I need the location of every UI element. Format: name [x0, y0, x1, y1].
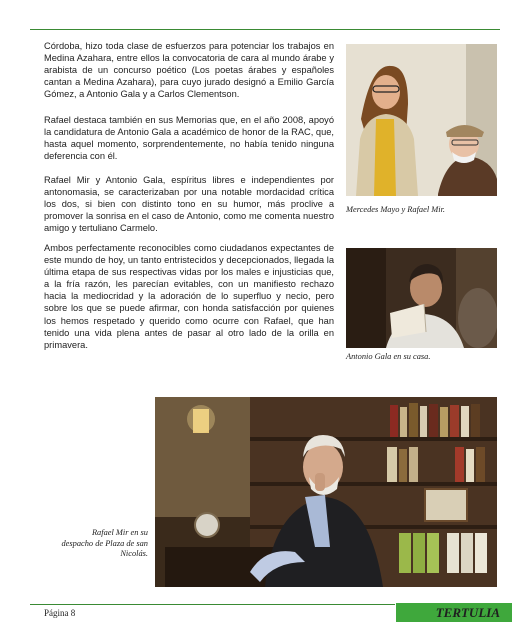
bottom-divider [30, 604, 395, 605]
photo-rafael-mir-despacho [155, 397, 497, 587]
paragraph-1: Córdoba, hizo toda clase de esfuerzos para potenciar los trabajos en Medina Azahara, entre ellos la convocatoria de cara al mundo árabe y arabista de un concurso poético (Los poetas árabes y españoles cantan a Medina Azahara), para cuyo jurado designó a Emilio García Gómez, a Antonio Gala y a Carlos Clementson. [44, 41, 334, 100]
photo-antonio-gala [346, 248, 497, 348]
paragraph-4: Ambos perfectamente reconocibles como ciudadanos expectantes de este mundo de hoy, un tanto entristecidos y decepcionados, llegada la última etapa de sus respectivas vidas por los males e injusticias que, a la fría razón, les parecían evitables, con un manifiesto rechazo hacia la mediocridad y la adoración de lo superfluo y necio, pero sobre los que se puede afirmar, con honda satisfacción por quienes los hemos respetado y querido como ocurre con Rafael, que han tenido una vida plena antes de pasar al otro lado de la orilla en primavera. [44, 243, 334, 350]
paragraph-3: Rafael Mir y Antonio Gala, espíritus libres e independientes por antonomasia, se caracterizaban por una notable mordacidad crítica los dos, si bien con distinto tono en su humor, más proclive a promover la sonrisa en el caso de Antonio, como me comenta nuestro amigo y tertuliano Carmelo. [44, 175, 334, 234]
section-label: TERTULIA [396, 603, 512, 622]
page-number: Página 8 [44, 608, 76, 618]
caption-photo-2: Antonio Gala en su casa. [346, 352, 431, 361]
caption-photo-3: Rafael Mir en su despacho de Plaza de san Nicolás. [61, 528, 148, 558]
top-divider [30, 29, 500, 30]
photo-mercedes-mayo-rafael-mir [346, 44, 497, 196]
caption-photo-1: Mercedes Mayo y Rafael Mir. [346, 205, 445, 214]
paragraph-2: Rafael destaca también en sus Memorias que, en el año 2008, apoyó la candidatura de Antonio Gala a académico de honor de la RAC, que, hasta aquel momento, sorprendentemente, no había tenido ninguna deferencia con él. [44, 115, 334, 162]
